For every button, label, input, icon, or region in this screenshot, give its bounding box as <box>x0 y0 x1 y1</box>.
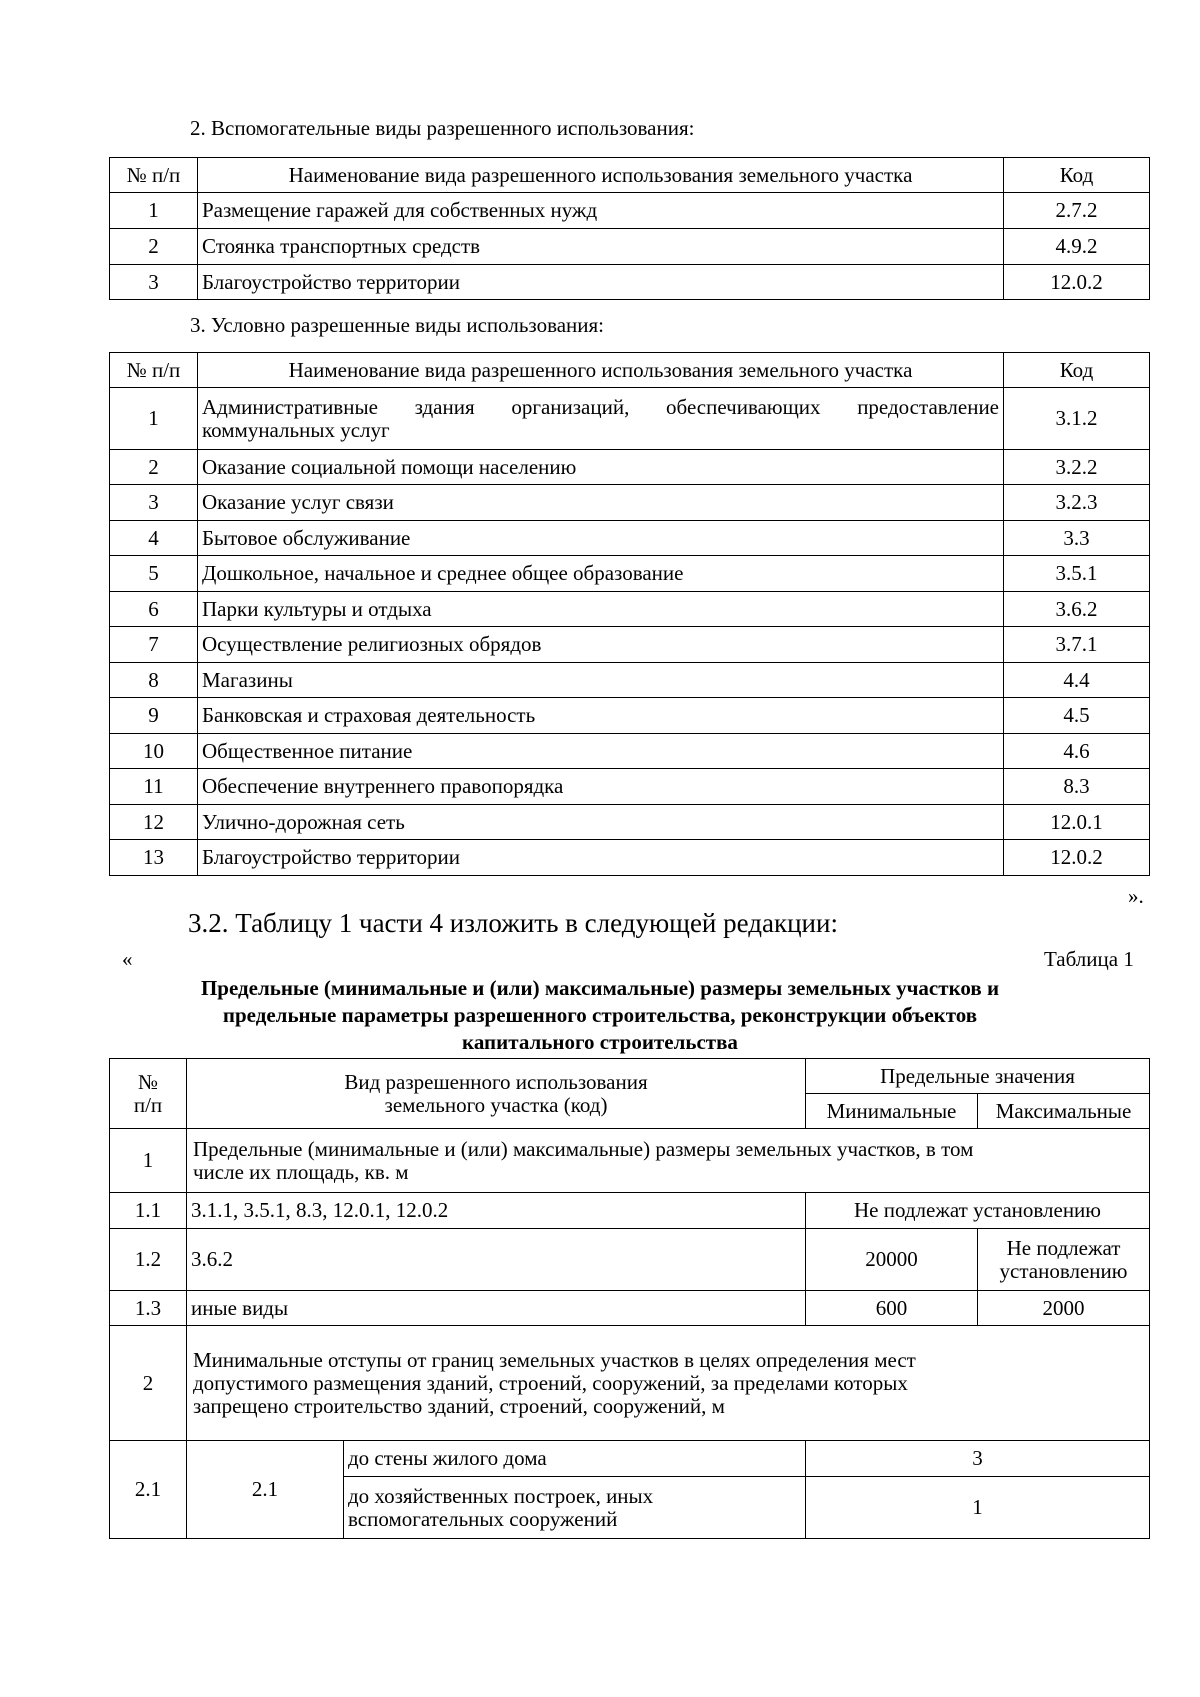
table-row <box>110 769 1150 805</box>
title-line: капитального строительства <box>462 1030 738 1054</box>
header-limit-values: Предельные значения <box>806 1059 1150 1094</box>
row-setback-label: до стены жилого дома <box>344 1441 806 1477</box>
row-code: 2.7.2 <box>1004 193 1150 229</box>
section-2-heading: 2. Вспомогательные виды разрешенного использования: <box>190 116 695 140</box>
header-num-line: № <box>137 1069 159 1094</box>
row-num: 8 <box>110 663 198 698</box>
opening-quote: « <box>122 947 133 971</box>
table-row <box>110 1441 1150 1477</box>
row-name <box>198 388 1004 450</box>
table-1-title <box>100 975 1100 1056</box>
table-row <box>110 1193 1150 1229</box>
row-description-line: допустимого размещения зданий, строений, сооружений, за пределами которых <box>193 1370 908 1395</box>
row-code: 4.5 <box>1004 698 1150 734</box>
header-maximum: Максимальные <box>978 1094 1150 1129</box>
header-name: Наименование вида разрешенного использования земельного участка <box>198 158 1004 193</box>
row-code: 12.0.2 <box>1004 265 1150 300</box>
row-code: 3.2.3 <box>1004 485 1150 521</box>
conditional-uses-table <box>109 352 1150 876</box>
row-code: 3.1.2 <box>1004 388 1150 450</box>
row-num: 6 <box>110 592 198 627</box>
row-num: 12 <box>110 805 198 840</box>
row-name-line: коммунальных услуг <box>202 417 390 442</box>
row-code: 12.0.1 <box>1004 805 1150 840</box>
row-name: Оказание услуг связи <box>198 485 1004 521</box>
row-maximum <box>978 1229 1150 1291</box>
row-num: 10 <box>110 734 198 769</box>
row-code: 3.7.1 <box>1004 627 1150 663</box>
row-setback-label-line: до хозяйственных построек, иных <box>348 1483 654 1508</box>
row-code: 4.4 <box>1004 663 1150 698</box>
row-minimum: 600 <box>806 1291 978 1326</box>
row-num: 1 <box>110 1129 187 1193</box>
table-row <box>110 1326 1150 1441</box>
table-row <box>110 1291 1150 1326</box>
row-use-type: 3.1.1, 3.5.1, 8.3, 12.0.1, 12.0.2 <box>187 1193 806 1229</box>
table-row <box>110 450 1150 485</box>
row-code: 8.3 <box>1004 769 1150 805</box>
row-description-line: запрещено строительство зданий, строений, сооружений, м <box>193 1393 725 1418</box>
row-name: Оказание социальной помощи населению <box>198 450 1004 485</box>
row-num: 13 <box>110 840 198 876</box>
row-code: 12.0.2 <box>1004 840 1150 876</box>
table-row <box>110 556 1150 592</box>
table-row <box>110 1129 1150 1193</box>
row-num: 1.3 <box>110 1291 187 1326</box>
table-header-row <box>110 353 1150 388</box>
row-setback-value: 1 <box>806 1477 1150 1539</box>
row-value: Не подлежат установлению <box>806 1193 1150 1229</box>
table-row <box>110 521 1150 556</box>
row-num: 9 <box>110 698 198 734</box>
table-row <box>110 265 1150 300</box>
row-name: Парки культуры и отдыха <box>198 592 1004 627</box>
table-row <box>110 592 1150 627</box>
closing-quote: ». <box>1128 884 1144 908</box>
row-code: 3.3 <box>1004 521 1150 556</box>
row-use-type: иные виды <box>187 1291 806 1326</box>
table-header-row <box>110 158 1150 193</box>
row-num: 11 <box>110 769 198 805</box>
table-row <box>110 698 1150 734</box>
row-num: 4 <box>110 521 198 556</box>
row-name: Благоустройство территории <box>198 265 1004 300</box>
row-maximum-line: Не подлежат <box>1006 1235 1121 1260</box>
header-name: Наименование вида разрешенного использования земельного участка <box>198 353 1004 388</box>
row-code: 4.9.2 <box>1004 229 1150 265</box>
limits-table <box>109 1058 1150 1539</box>
table-row <box>110 805 1150 840</box>
row-code: 3.2.2 <box>1004 450 1150 485</box>
row-num: 1.2 <box>110 1229 187 1291</box>
row-name: Бытовое обслуживание <box>198 521 1004 556</box>
table-row <box>110 229 1150 265</box>
row-name: Осуществление религиозных обрядов <box>198 627 1004 663</box>
row-num: 2 <box>110 450 198 485</box>
header-minimum: Минимальные <box>806 1094 978 1129</box>
table-header-row <box>110 1059 1150 1094</box>
row-name: Общественное питание <box>198 734 1004 769</box>
row-setback-label <box>344 1477 806 1539</box>
title-line: Предельные (минимальные и (или) максимальные) размеры земельных участков и <box>200 976 1000 1000</box>
header-code: Код <box>1004 353 1150 388</box>
table-row <box>110 193 1150 229</box>
row-description-line: Минимальные отступы от границ земельных участков в целях определения мест <box>193 1347 916 1372</box>
section-3-2-heading: 3.2. Таблицу 1 части 4 изложить в следующей редакции: <box>188 908 838 938</box>
header-num <box>110 1059 187 1129</box>
header-num: № п/п <box>110 353 198 388</box>
row-maximum: 2000 <box>978 1291 1150 1326</box>
row-name: Благоустройство территории <box>198 840 1004 876</box>
table-row <box>110 388 1150 450</box>
row-setback-label-line: вспомогательных сооружений <box>348 1506 618 1531</box>
row-num: 1 <box>110 388 198 450</box>
row-code: 3.5.1 <box>1004 556 1150 592</box>
row-num: 2.1 <box>110 1441 187 1539</box>
auxiliary-uses-table <box>109 157 1150 300</box>
table-row <box>110 1229 1150 1291</box>
header-code: Код <box>1004 158 1150 193</box>
row-num: 3 <box>110 485 198 521</box>
table-row <box>110 663 1150 698</box>
table-row <box>110 485 1150 521</box>
header-use-type <box>187 1059 806 1129</box>
row-name-line: Административные здания организаций, обеспечивающих предоставление <box>202 394 999 419</box>
row-use-type: 3.6.2 <box>187 1229 806 1291</box>
row-num: 3 <box>110 265 198 300</box>
header-use-type-line: Вид разрешенного использования <box>344 1069 648 1094</box>
row-name: Размещение гаражей для собственных нужд <box>198 193 1004 229</box>
title-line: предельные параметры разрешенного строительства, реконструкции объектов <box>222 1003 978 1027</box>
row-name: Улично-дорожная сеть <box>198 805 1004 840</box>
row-code: 3.6.2 <box>1004 592 1150 627</box>
row-minimum: 20000 <box>806 1229 978 1291</box>
row-name: Стоянка транспортных средств <box>198 229 1004 265</box>
header-num: № п/п <box>110 158 198 193</box>
row-num: 5 <box>110 556 198 592</box>
header-use-type-line: земельного участка (код) <box>384 1092 608 1117</box>
row-description <box>187 1326 1150 1441</box>
row-name: Обеспечение внутреннего правопорядка <box>198 769 1004 805</box>
row-name: Магазины <box>198 663 1004 698</box>
row-description-line: числе их площадь, кв. м <box>193 1159 409 1184</box>
row-name: Банковская и страховая деятельность <box>198 698 1004 734</box>
header-num-line: п/п <box>133 1092 163 1117</box>
row-num: 1 <box>110 193 198 229</box>
table-row <box>110 627 1150 663</box>
row-name: Дошкольное, начальное и среднее общее образование <box>198 556 1004 592</box>
table-label: Таблица 1 <box>1044 947 1134 971</box>
section-3-heading: 3. Условно разрешенные виды использования: <box>190 313 605 337</box>
row-num: 7 <box>110 627 198 663</box>
row-setback-value: 3 <box>806 1441 1150 1477</box>
table-row <box>110 734 1150 769</box>
row-description-line: Предельные (минимальные и (или) максимальные) размеры земельных участков, в том <box>193 1136 974 1161</box>
row-num: 2 <box>110 1326 187 1441</box>
row-code: 4.6 <box>1004 734 1150 769</box>
row-num: 2 <box>110 229 198 265</box>
row-maximum-line: установлению <box>999 1258 1128 1283</box>
row-num: 1.1 <box>110 1193 187 1229</box>
row-description <box>187 1129 1150 1193</box>
row-use-type: 2.1 <box>187 1441 344 1539</box>
table-row <box>110 840 1150 876</box>
